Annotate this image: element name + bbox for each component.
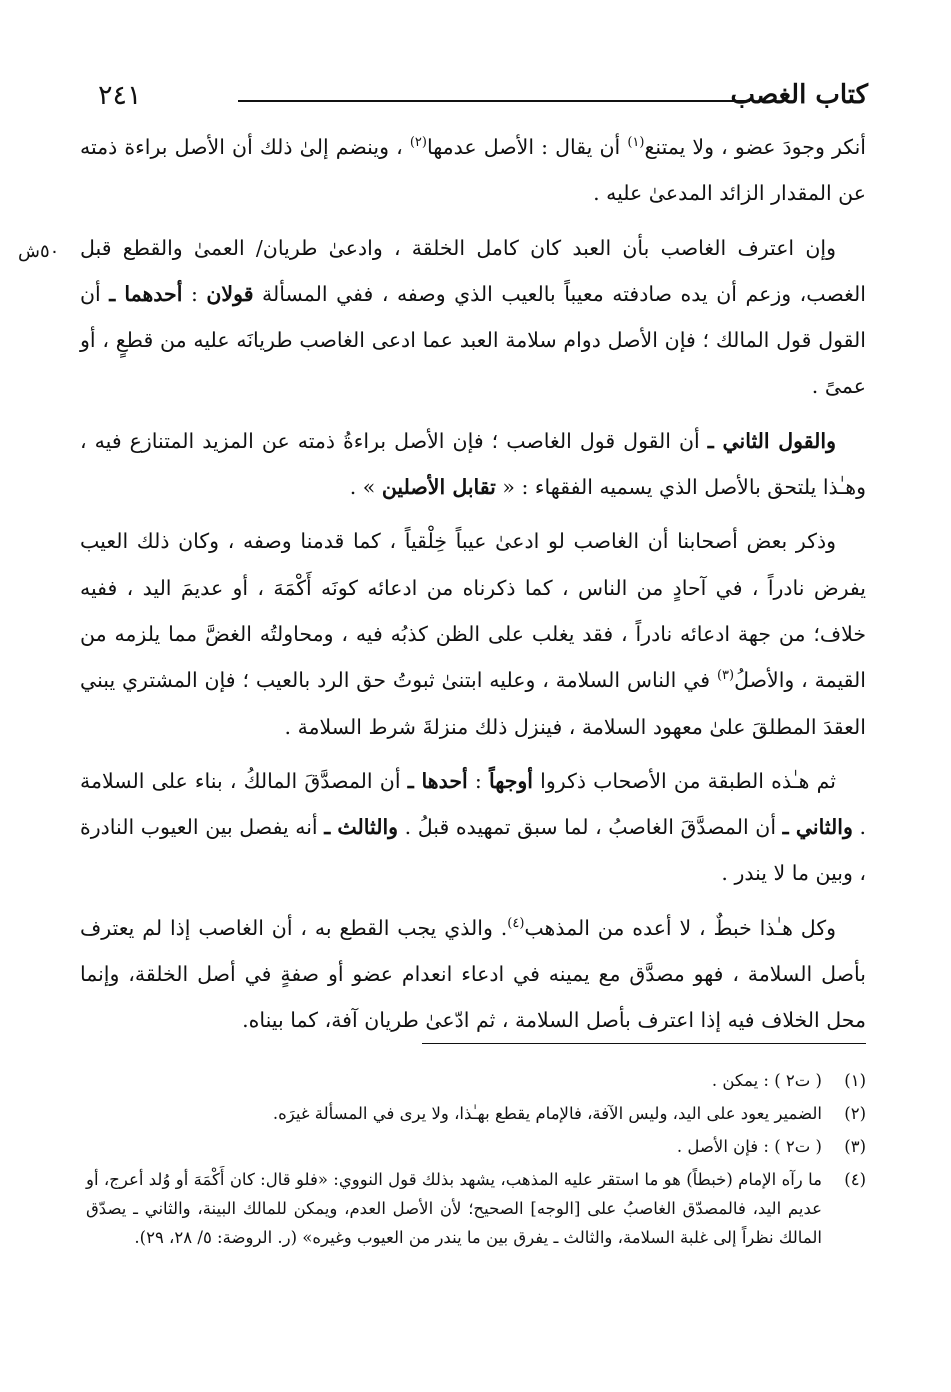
text-run: ، وينضم إلىٰ ذلك أن الأصل براءة ذمته عن المقدار الزائد المدعىٰ عليه . xyxy=(80,135,866,206)
bold-term: قولان xyxy=(206,281,254,306)
footnote-text: ( ت٢ ) : يمكن . xyxy=(711,1071,822,1090)
text-run: أن يقال : الأصل عدمها xyxy=(426,135,628,159)
header-rule xyxy=(238,100,750,102)
bold-term: والثاني ـ xyxy=(782,815,853,840)
text-run: أن القول قول المالك ؛ فإن الأصل دوام سلامة العبد عما ادعى الغاصب طريانَه عليه من قطعٍ ، أو عمىً . xyxy=(80,281,866,399)
footnote-text: الضمير يعود على اليد، وليس الآفة، فالإمام يقطع بهـٰذا، ولا يرى في المسألة غيرَه. xyxy=(272,1104,822,1123)
bold-term: أوجهاً xyxy=(489,768,533,793)
text-run: وكل هـٰذا خبطٌ ، لا أعده من المذهب xyxy=(524,915,836,940)
footnote-2 xyxy=(86,1099,866,1128)
text-run: أن المصدَّقَ الغاصبُ ، لما سبق تمهيده قبلُ . xyxy=(398,815,783,840)
text-run: . والذي يجب القطع به ، أن الغاصب إذا لم يعترف بأصل السلامة ، فهو مصدَّق مع يمينه في ادعاء انعدام عضو أو صفةٍ في أصل الخلقة، وإنما محل الخلاف فيه إذا اعترف بأصل السلامة ، ثم ادّعىٰ طريان آفة، كما بيناه. xyxy=(80,915,866,1033)
text-run: : xyxy=(182,281,207,306)
footnote-number: (٢) xyxy=(844,1104,866,1123)
paragraph-3 xyxy=(80,418,866,511)
footnote-text: ( ت٢ ) : فإن الأصل . xyxy=(676,1137,822,1156)
chapter-title: كتاب الغصب xyxy=(730,80,868,110)
bold-term: والقول الثاني ـ xyxy=(707,428,836,453)
text-run: : xyxy=(467,768,490,793)
paragraph-2 xyxy=(80,225,866,410)
text-run: ثم هـٰذه الطبقة من الأصحاب ذكروا xyxy=(532,768,836,793)
margin-note: ٥٠ش xyxy=(18,241,60,262)
text-run: وذكر بعض أصحابنا أن الغاصب لو ادعىٰ عيباً خِلْقياً ، كما قدمنا وصفه ، وكان ذلك العيب يفرض نادراً ، في آحادٍ من الناس ، كما ذكرناه من ادعائه كونَه أَكْمَهَ ، أو عديمَ اليد ، ففيه خلاف؛ من جهة ادعائه نادراً ، فقد يغلب على الظن كذبُه فيه ، ومحاولتُه الغضَّ مما يلزمه من القيمة ، والأصلُ xyxy=(80,529,866,693)
footnote-text: ما رآه الإمام (خبطاً) هو ما استقر عليه المذهب، يشهد بذلك قول النووي: «فلو قال: كان أَكْمَهَ أو وُلد أعرج، أو عديم اليد، فالمصدّق الغاصبُ على [الوجه] الصحيح؛ لأن الأصل العدم، ويمكن للمالك البينة، والثاني ـ يصدّق المالك نظراً إلى غلبة السلامة، والثالث ـ يفرق بين ما يندر من العيوب وغيره» (ر. الروضة: ٥/ ٢٨، ٢٩). xyxy=(86,1170,822,1247)
footnote-1 xyxy=(86,1066,866,1095)
footnote-ref-3: (٣) xyxy=(716,668,735,684)
page-header xyxy=(90,78,868,118)
text-run: أنكر وجودَ عضو ، ولا يمتنع xyxy=(644,135,866,159)
bold-term: أحدها ـ xyxy=(407,768,468,793)
footnote-ref-4: (٤) xyxy=(507,915,525,931)
bold-term: تقابل الأصلين xyxy=(381,475,496,500)
bold-term: والثالث ـ xyxy=(324,815,399,840)
text-run: أن القول قول الغاصب ؛ فإن الأصل براءةُ ذمته عن المزيد المتنازع فيه ، وهـٰذا يلتحق بالأصل الذي يسميه الفقهاء : « xyxy=(80,428,866,500)
footnotes xyxy=(86,1066,866,1256)
page-number: ٢٤١ xyxy=(98,80,142,111)
footnote-number: (٤) xyxy=(844,1170,866,1189)
text-run: أنه يفصل بين العيوب النادرة ، وبين ما لا يندر . xyxy=(80,815,866,886)
footnote-4 xyxy=(86,1165,866,1252)
footnote-separator xyxy=(422,1043,866,1044)
text-run: أن المصدَّقَ المالكُ ، بناء على السلامة . xyxy=(80,768,866,840)
text-run: » . xyxy=(349,475,382,500)
paragraph-4 xyxy=(80,518,866,749)
text-run: في الناس السلامة ، وعليه ابتنىٰ ثبوتُ حق الرد بالعيب ؛ فإن المشتري يبني العقدَ المطلقَ علىٰ معهود السلامة ، فينزل ذلك منزلةَ شرط السلامة . xyxy=(80,668,866,739)
text-run: وإن اعترف الغاصب بأن العبد كان كامل الخلقة ، وادعىٰ طريان/ العمىٰ والقطع قبل الغصب، وزعم أن يده صادفته معيباً بالعيب الذي وصفه ، ففي المسألة xyxy=(80,235,866,306)
footnote-number: (٣) xyxy=(844,1137,866,1156)
footnote-number: (١) xyxy=(844,1071,866,1090)
footnote-3 xyxy=(86,1132,866,1161)
paragraph-6 xyxy=(80,905,866,1044)
body-text xyxy=(80,124,866,1052)
paragraph-5 xyxy=(80,758,866,897)
footnote-ref-1: (١) xyxy=(627,135,645,151)
footnote-ref-2: (٢) xyxy=(409,135,427,151)
bold-term: أحدهما ـ xyxy=(109,281,183,306)
paragraph-1 xyxy=(80,124,866,217)
